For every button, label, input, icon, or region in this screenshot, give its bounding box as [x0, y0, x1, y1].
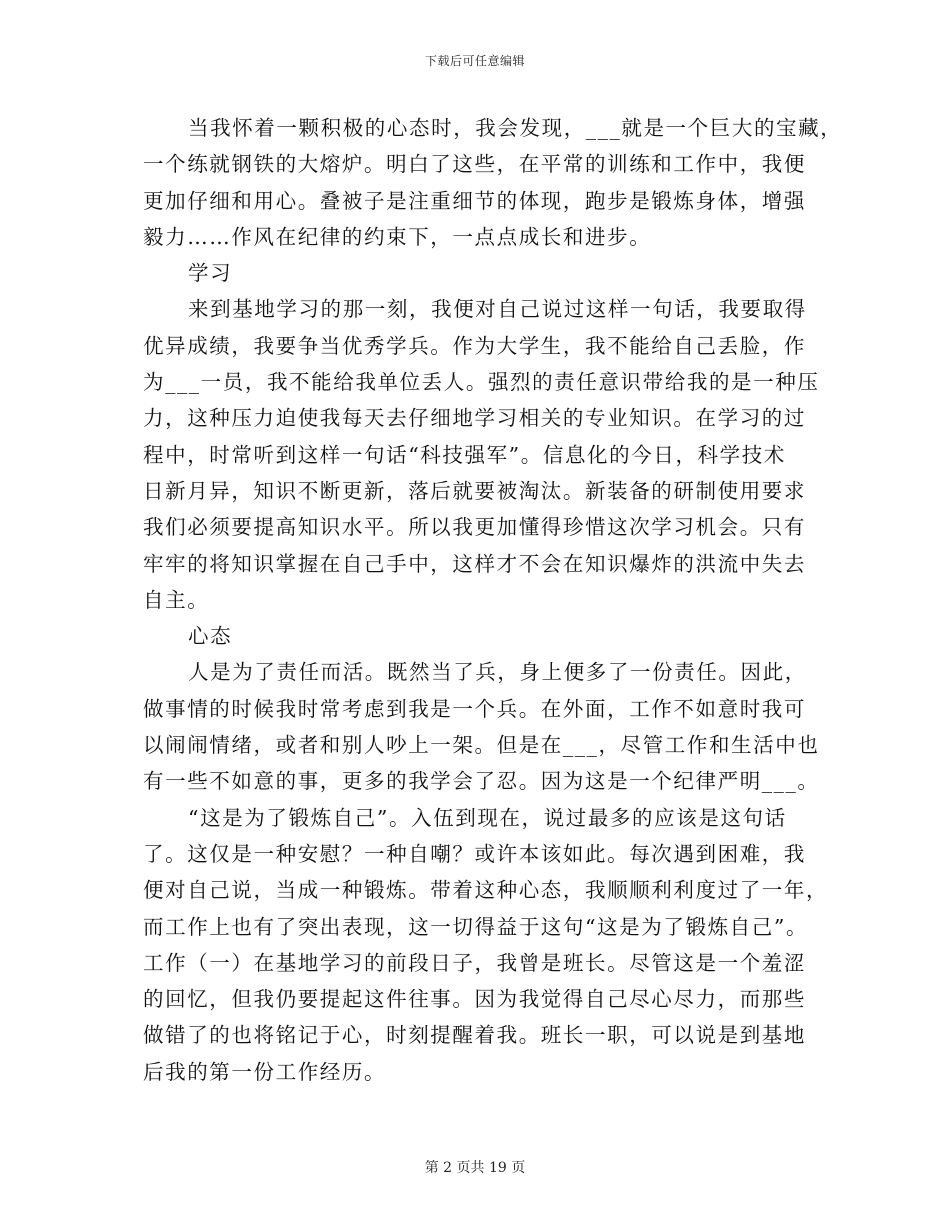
text-line: 来到基地学习的那一刻，我便对自己说过这样一句话，我要取得 — [188, 297, 807, 322]
text-line: 当我怀着一颗积极的心态时，我会发现，___就是一个巨大的宝藏， — [188, 116, 843, 140]
text-line: 工作（一）在基地学习的前段日子，我曾是班长。尽管这是一个羞涩 — [143, 950, 806, 975]
text-line: 的回忆，但我仍要提起这件往事。因为我觉得自己尽心尽力，而那些 — [143, 987, 806, 1012]
text-line: 了。这仅是一种安慰？一种自嘲？或许本该如此。每次遇到困难，我 — [143, 841, 806, 866]
text-line: 做错了的也将铭记于心，时刻提醒着我。班长一职，可以说是到基地 — [143, 1023, 806, 1048]
text-line: 日新月异，知识不断更新，落后就要被淘汰。新装备的研制使用要求 — [143, 478, 806, 503]
text-line: 更加仔细和用心。叠被子是注重细节的体现，跑步是锻炼身体，增强 — [143, 188, 806, 213]
text-line: 而工作上也有了突出表现，这一切得益于这句“这是为了锻炼自己”。 — [143, 914, 809, 939]
text-line: 有一些不如意的事，更多的我学会了忍。因为这是一个纪律严明___。 — [143, 769, 820, 794]
text-line: 心态 — [188, 624, 233, 649]
text-line: 为___一员，我不能给我单位丢人。强烈的责任意识带给我的是一种压 — [143, 370, 820, 395]
text-line: 我们必须要提高知识水平。所以我更加懂得珍惜这次学习机会。只有 — [143, 515, 806, 540]
text-line: 牢牢的将知识掌握在自己手中，这样才不会在知识爆炸的洪流中失去 — [143, 551, 806, 576]
text-line: “这是为了锻炼自己”。入伍到现在，说过最多的应该是这句话 — [188, 805, 787, 830]
text-line: 后我的第一份工作经历。 — [143, 1059, 387, 1084]
text-line: 做事情的时候我时常考虑到我是一个兵。在外面，工作不如意时我可 — [143, 696, 806, 721]
text-line: 毅力……作风在纪律的约束下，一点点成长和进步。 — [143, 224, 652, 249]
text-line: 力，这种压力迫使我每天去仔细地学习相关的专业知识。在学习的过 — [143, 406, 806, 431]
text-line: 学习 — [188, 261, 233, 286]
text-line: 自主。 — [143, 587, 210, 612]
page-header: 下载后可任意编辑 — [424, 54, 525, 68]
text-line: 以闹闹情绪，或者和别人吵上一架。但是在___，尽管工作和生活中也 — [143, 733, 820, 758]
text-line: 一个练就钢铁的大熔炉。明白了这些，在平常的训练和工作中，我便 — [143, 152, 806, 177]
document-body — [143, 110, 843, 1090]
text-line: 优异成绩，我要争当优秀学兵。作为大学生，我不能给自己丢脸，作 — [143, 333, 806, 358]
page-footer: 第 2 页共 19 页 — [424, 1160, 526, 1176]
text-line: 程中，时常听到这样一句话“科技强军”。信息化的今日，科学技术 — [143, 442, 786, 467]
text-line: 人是为了责任而活。既然当了兵，身上便多了一份责任。因此， — [188, 660, 807, 685]
text-line: 便对自己说，当成一种锻炼。带着这种心态，我顺顺利利度过了一年， — [143, 878, 829, 903]
